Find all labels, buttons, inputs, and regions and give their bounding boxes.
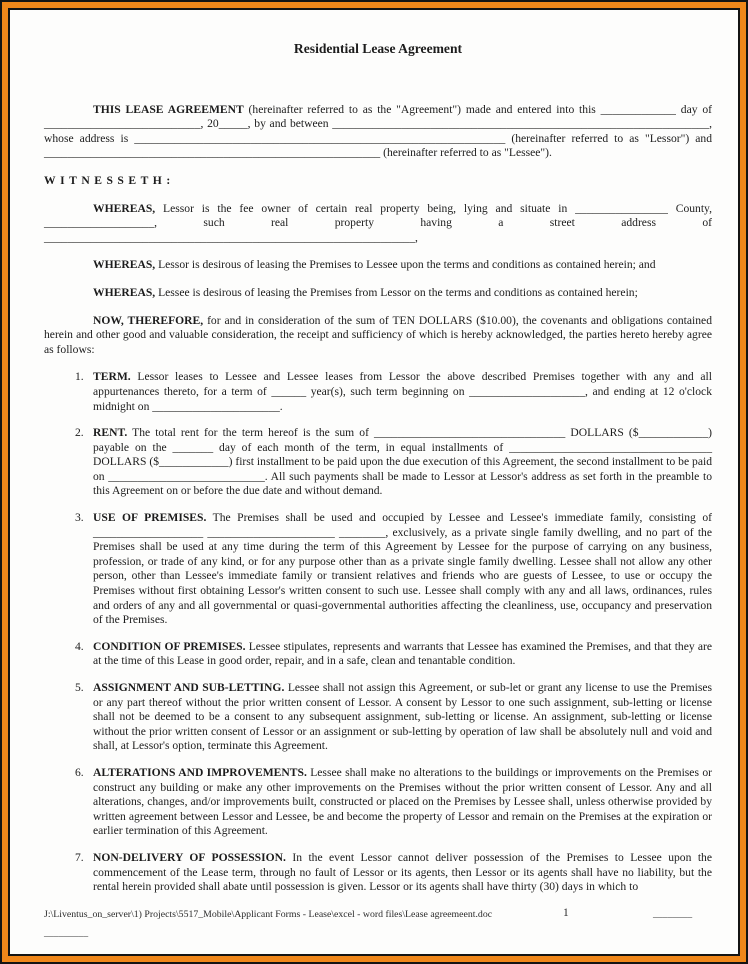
recital-paragraph-1 bbox=[44, 202, 712, 246]
clause-heading: RENT. bbox=[93, 426, 128, 440]
clause-body-text: Lessor leases to Lessee and Lessee leases from Lessor the above described Premises together with any and all appurtenances thereto, for a term of ______ year(s), such term beginning on ____________________, and ending at 12 o'clock midnight on ______________________. bbox=[93, 370, 712, 413]
now-therefore-text: for and in consideration of the sum of TEN DOLLARS ($10.00), the covenants and obligations contained herein and other good and valuable consideration, the receipt and sufficiency of which is hereby acknowledged, the parties hereto hereby agree as follows: bbox=[44, 313, 712, 356]
footer-blank-line-left: _________ bbox=[44, 927, 89, 939]
recital-text: Lessor is desirous of leasing the Premises to Lessee upon the terms and conditions as contained herein; and bbox=[155, 258, 656, 272]
document-page bbox=[8, 8, 740, 956]
clause-heading: ALTERATIONS AND IMPROVEMENTS. bbox=[93, 765, 307, 779]
witnesseth-heading: WITNESSETH: bbox=[44, 173, 175, 187]
clause-text bbox=[93, 766, 712, 839]
intro-paragraph bbox=[44, 103, 712, 161]
clause-heading: NON-DELIVERY OF POSSESSION. bbox=[93, 850, 286, 864]
footer-file-path: J:\Liventus_on_server\1) Projects\5517_Mobile\Applicant Forms - Lease\excel - word files\Lease agreemeent.doc bbox=[44, 908, 493, 920]
clause-number: 5. bbox=[75, 681, 84, 694]
recital-paragraph-3 bbox=[44, 286, 712, 301]
clause-number: 4. bbox=[75, 639, 84, 653]
clause-text bbox=[93, 851, 712, 895]
now-therefore-paragraph bbox=[44, 314, 712, 358]
page-footer bbox=[44, 906, 712, 951]
clause-item-alterations-improvements bbox=[44, 766, 712, 839]
clause-body-text: The Premises shall be used and occupied by Lessee and Lessee's immediate family, consisting of ___________________ ______________________ ________, exclusively, as a private single family dwelling, and no part of the Premises shall be used at any time during the term of this Agreement by Lessee for the purpose of carrying on any business, profession, or trade of any kind, or for any purpose other than as a private single family dwelling. Lessee shall not allow any other person, other than Lessee's immediate family or transient relatives and friends who are guests of Lessee, to use or occupy the Premises without first obtaining Lessor's written consent to such use. Lessee shall comply with any and all laws, ordinances, rules and orders of any and all governmental or quasi-governmental authorities affecting the cleanliness, use, occupancy and preservation of the Premises. bbox=[93, 511, 712, 627]
clause-heading: ASSIGNMENT AND SUB-LETTING. bbox=[93, 681, 285, 694]
clause-body-text: Lessee shall make no alterations to the buildings or improvements on the Premises or construct any building or make any other improvements on the Premises without the prior written consent of Lessor. Any and all alterations, changes, and/or improvements built, constructed or placed on the Premises by Lessee shall, unless otherwise provided by written agreement between Lessor and Lessee, be and become the property of Lessor and remain on the Premises at the expiration or earlier termination of this Agreement. bbox=[93, 765, 712, 838]
clause-number: 2. bbox=[75, 426, 84, 440]
clause-text bbox=[93, 426, 712, 499]
clause-number: 6. bbox=[75, 765, 84, 779]
clause-text bbox=[93, 640, 712, 669]
clause-item-non-delivery bbox=[44, 851, 712, 895]
clause-item-condition-of-premises bbox=[44, 640, 712, 669]
clause-body-text: Lessee shall not assign this Agreement, or sub-let or grant any license to use the Premises or any part thereof without the prior written consent of Lessor. A consent by Lessor to one such assignment, sub-letting or license shall not be deemed to be a consent to any subsequent assignment, sub-letting or license. An assignment, sub-letting or license without the prior written consent of Lessor or an assignment or sub-letting by operation of law shall be absolutely null and void and shall, at Lessor's option, terminate this Agreement. bbox=[93, 681, 712, 753]
whereas-lead: WHEREAS, bbox=[93, 258, 156, 272]
clause-text bbox=[93, 681, 712, 754]
clause-heading: TERM. bbox=[93, 370, 131, 384]
clause-heading: USE OF PREMISES. bbox=[93, 511, 207, 525]
clause-item-use-of-premises bbox=[44, 511, 712, 628]
recital-paragraph-2 bbox=[44, 258, 712, 273]
clause-body-text: In the event Lessor cannot deliver possession of the Premises to Lessee upon the commencement of the Lease term, through no fault of Lessor or its agents, then Lessor or its agents shall have no liability, but the rental herein provided shall abate until possession is given. Lessor or its agents shall have thirty (30) days in which to bbox=[93, 850, 712, 894]
recital-text: Lessee is desirous of leasing the Premises from Lessor on the terms and conditions as contained herein; bbox=[155, 285, 638, 299]
clause-item-rent bbox=[44, 426, 712, 499]
clause-body-text: The total rent for the term hereof is the sum of _________________________________ DOLLARS ($____________) payable on the _______ day of each month of the term, in equal installments of ___________________________________ DOLLARS ($____________) first installment to be paid upon the due execution of this Agreement, the second installment to be paid on ___________________________. All such payments shall be made to Lessor at Lessor's address as set forth in the preamble to this Agreement on or before the due date and without demand. bbox=[93, 426, 712, 498]
clause-item-term bbox=[44, 370, 712, 414]
footer-page-number: 1 bbox=[563, 906, 569, 919]
document-title: Residential Lease Agreement bbox=[293, 41, 463, 56]
recital-text: Lessor is the fee owner of certain real property being, lying and situate in ________________ County, ___________________, such real property having a street address of ________________________________________________________________, bbox=[44, 201, 712, 244]
footer-blank-line-right: ________ bbox=[653, 908, 693, 920]
clause-number: 1. bbox=[75, 370, 84, 384]
whereas-lead: WHEREAS, bbox=[93, 201, 156, 215]
clause-number: 7. bbox=[75, 850, 84, 864]
whereas-lead: WHEREAS, bbox=[93, 285, 156, 299]
now-therefore-lead: NOW, THEREFORE, bbox=[93, 313, 204, 327]
clause-text bbox=[93, 511, 712, 628]
intro-lead: THIS LEASE AGREEMENT bbox=[93, 102, 244, 116]
clause-text bbox=[93, 370, 712, 414]
clause-item-assignment-subletting bbox=[44, 681, 712, 754]
clause-number: 3. bbox=[75, 511, 84, 525]
clause-body-text: Lessee stipulates, represents and warrants that Lessee has examined the Premises, and that they are at the time of this Lease in good order, repair, and in a safe, clean and tenantable condition. bbox=[93, 639, 713, 668]
intro-text: (hereinafter referred to as the "Agreement") made and entered into this _____________ day of ___________________________, 20_____, by and between _________________________________________________________________, whose address is ________________________________________________________________ (hereinafter referred to as "Lessor") and __________________________________________________________ (hereinafter referred to as "Lessee"). bbox=[44, 102, 712, 160]
clause-list bbox=[44, 370, 712, 894]
clause-heading: CONDITION OF PREMISES. bbox=[93, 639, 246, 653]
